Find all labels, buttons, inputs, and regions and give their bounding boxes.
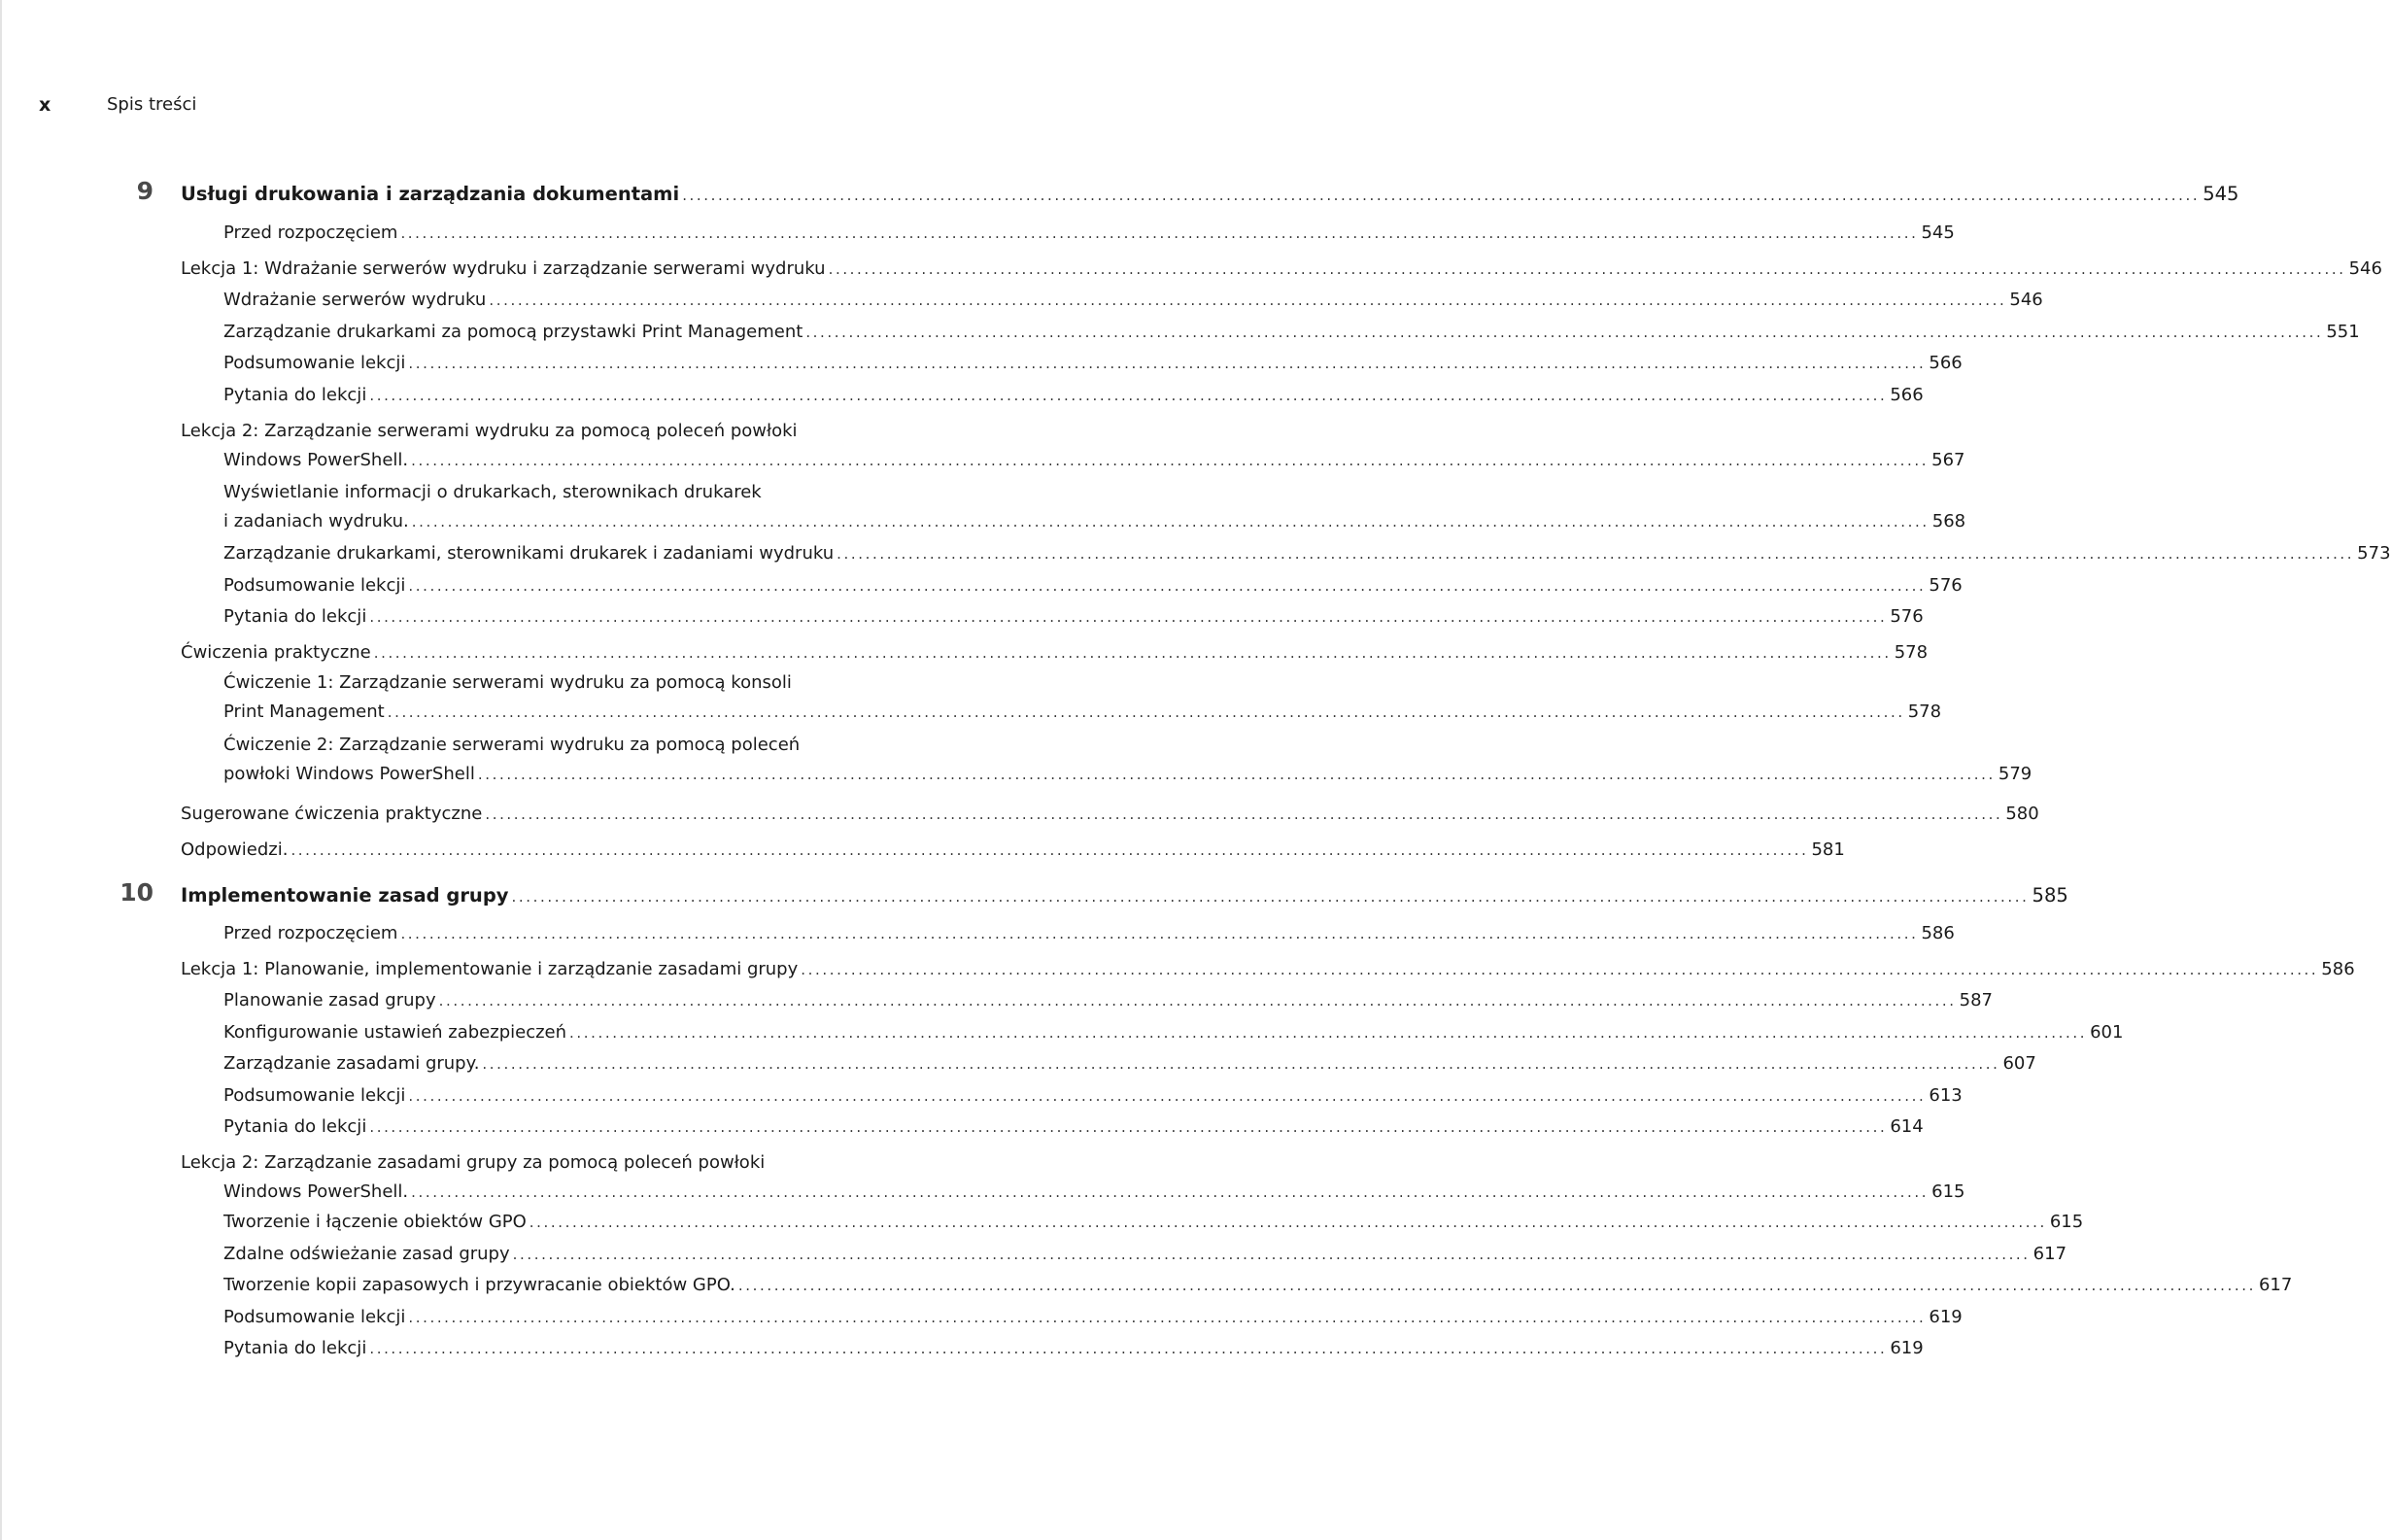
entry-title: Przed rozpoczęciem — [223, 923, 398, 943]
entry-title-line1: Lekcja 2: Zarządzanie zasadami grupy za pomocą poleceń powłoki — [181, 1152, 766, 1173]
chapter-number: 9 — [136, 177, 154, 205]
entry-title: i zadaniach wydruku. — [223, 511, 409, 531]
entry-title: Tworzenie kopii zapasowych i przywracanie obiektów GPO. — [223, 1275, 735, 1295]
entry-title: Wdrażanie serwerów wydruku — [223, 290, 487, 310]
dot-leader: .................................................................................................................................................................................................................... — [369, 387, 1888, 404]
entry-title: Zarządzanie drukarkami, sterownikami drukarek i zadaniami wydruku — [223, 543, 835, 564]
page-number: 586 — [2321, 959, 2355, 979]
entry-title: Podsumowanie lekcji — [223, 575, 406, 596]
toc-entry[interactable] — [223, 668, 1942, 727]
toc-entry[interactable] — [223, 349, 1963, 378]
toc-entry[interactable] — [223, 1081, 1963, 1111]
toc-entry[interactable] — [223, 1334, 1924, 1363]
dot-leader: .................................................................................................................................................................................................................... — [805, 324, 2324, 341]
page-number: 585 — [2032, 884, 2068, 907]
toc-entry[interactable] — [223, 318, 2360, 347]
toc-entry[interactable] — [223, 1112, 1924, 1142]
dot-leader: .................................................................................................................................................................................................................... — [408, 1087, 1927, 1105]
page-number: 607 — [2002, 1053, 2036, 1074]
page-number: 579 — [1998, 764, 2032, 784]
dot-leader: .................................................................................................................................................................................................................... — [411, 1183, 1930, 1201]
page-edge-line — [0, 0, 2, 1540]
dot-leader: .................................................................................................................................................................................................................... — [400, 925, 1919, 942]
dot-leader: .................................................................................................................................................................................................................... — [489, 291, 2007, 309]
dot-leader: .................................................................................................................................................................................................................... — [400, 224, 1919, 242]
dot-leader: .................................................................................................................................................................................................................... — [837, 545, 2355, 563]
dot-leader: .................................................................................................................................................................................................................... — [828, 260, 2346, 278]
entry-title: Zarządzanie zasadami grupy. — [223, 1053, 480, 1074]
page-number: 568 — [1931, 511, 1966, 531]
toc-entry[interactable] — [223, 1303, 1963, 1332]
entry-title: Zarządzanie drukarkami za pomocą przystawki Print Management — [223, 322, 803, 342]
dot-leader: .................................................................................................................................................................................................................... — [369, 1118, 1888, 1136]
toc-entry[interactable] — [181, 1148, 1965, 1207]
toc-entry[interactable] — [223, 1240, 2067, 1269]
page-number: 566 — [1929, 353, 1963, 373]
toc-entry[interactable] — [223, 571, 1963, 600]
dot-leader: .................................................................................................................................................................................................................... — [408, 1309, 1927, 1326]
page-number: 619 — [1890, 1338, 1924, 1358]
entry-title: Pytania do lekcji — [223, 606, 367, 627]
toc-entry[interactable] — [223, 1208, 2084, 1237]
toc-entry[interactable] — [223, 919, 1955, 948]
page-number: 578 — [1907, 702, 1942, 722]
entry-title: Przed rozpoczęciem — [223, 222, 398, 243]
page-number: 613 — [1929, 1085, 1963, 1106]
toc-entry[interactable] — [223, 1018, 2124, 1047]
entry-title: Podsumowanie lekcji — [223, 1307, 406, 1327]
entry-title: Pytania do lekcji — [223, 1338, 367, 1358]
toc-entry[interactable] — [181, 255, 2382, 284]
dot-leader: .................................................................................................................................................................................................................... — [290, 841, 1809, 859]
toc-entry[interactable] — [181, 638, 1929, 667]
dot-leader: .................................................................................................................................................................................................................... — [411, 452, 1930, 469]
entry-title: Planowanie zasad grupy — [223, 990, 436, 1010]
entry-title-line1: Wyświetlanie informacji o drukarkach, sterownikach drukarek — [223, 482, 762, 502]
page-number: 614 — [1890, 1116, 1924, 1137]
entry-title: Odpowiedzi. — [181, 839, 289, 860]
entry-title: Sugerowane ćwiczenia praktyczne — [181, 804, 483, 824]
dot-leader: .................................................................................................................................................................................................................... — [529, 1214, 2047, 1231]
toc-entry[interactable] — [223, 1049, 2036, 1078]
running-header-title: Spis treści — [107, 94, 197, 115]
dot-leader: .................................................................................................................................................................................................................... — [438, 992, 1957, 1010]
entry-title: powłoki Windows PowerShell — [223, 764, 475, 784]
page-number: 587 — [1959, 990, 1994, 1010]
entry-title: Print Management — [223, 702, 385, 722]
dot-leader: .................................................................................................................................................................................................................... — [485, 805, 2003, 823]
entry-title: Pytania do lekcji — [223, 385, 367, 405]
dot-leader: .................................................................................................................................................................................................................... — [369, 1340, 1888, 1357]
page-number: 581 — [1811, 839, 1845, 860]
dot-leader: .................................................................................................................................................................................................................... — [408, 355, 1927, 372]
page-number: 576 — [1929, 575, 1963, 596]
dot-leader: .................................................................................................................................................................................................................... — [477, 766, 1996, 783]
page-number: 619 — [1929, 1307, 1963, 1327]
dot-leader: .................................................................................................................................................................................................................... — [373, 644, 1892, 662]
dot-leader: .................................................................................................................................................................................................................... — [737, 1277, 2256, 1294]
entry-title: Podsumowanie lekcji — [223, 353, 406, 373]
entry-title: Podsumowanie lekcji — [223, 1085, 406, 1106]
toc-entry[interactable] — [223, 731, 2032, 789]
dot-leader: .................................................................................................................................................................................................................... — [682, 187, 2201, 204]
page-number: 546 — [2009, 290, 2043, 310]
chapter-title: Usługi drukowania i zarządzania dokumentami — [181, 183, 680, 205]
entry-title: Lekcja 1: Wdrażanie serwerów wydruku i zarządzanie serwerami wydruku — [181, 258, 826, 279]
page-number: 573 — [2357, 543, 2391, 564]
entry-title: Windows PowerShell. — [223, 1181, 409, 1202]
dot-leader: .................................................................................................................................................................................................................... — [801, 961, 2319, 978]
dot-leader: .................................................................................................................................................................................................................... — [482, 1055, 2000, 1073]
page-number: 601 — [2090, 1022, 2124, 1043]
entry-title: Konfigurowanie ustawień zabezpieczeń — [223, 1022, 567, 1043]
entry-title-line1: Lekcja 2: Zarządzanie serwerami wydruku za pomocą poleceń powłoki — [181, 421, 798, 441]
page-number: 567 — [1931, 450, 1965, 470]
toc-entry[interactable] — [181, 800, 2039, 829]
chapter-title: Implementowanie zasad grupy — [181, 884, 509, 907]
page-number: 545 — [1921, 222, 1955, 243]
dot-leader: .................................................................................................................................................................................................................... — [369, 608, 1888, 626]
page-number: 576 — [1890, 606, 1924, 627]
toc-entry[interactable] — [223, 286, 2043, 315]
entry-title: Windows PowerShell. — [223, 450, 409, 470]
entry-title: Pytania do lekcji — [223, 1116, 367, 1137]
page-number: 566 — [1890, 385, 1924, 405]
toc-entry[interactable] — [223, 602, 1924, 632]
chapter-title-entry[interactable] — [181, 881, 2068, 911]
chapter-title-entry[interactable] — [181, 180, 2239, 210]
page-number: 546 — [2348, 258, 2382, 279]
page-number: 545 — [2203, 183, 2239, 205]
toc-entry[interactable] — [181, 417, 1965, 475]
toc-entry[interactable] — [181, 955, 2355, 984]
dot-leader: .................................................................................................................................................................................................................... — [411, 513, 1930, 530]
toc-entry[interactable] — [223, 986, 1994, 1015]
page-number: 617 — [2258, 1275, 2293, 1295]
page-number: 617 — [2032, 1244, 2067, 1264]
toc-entry[interactable] — [223, 1271, 2293, 1300]
toc-entry[interactable] — [223, 478, 1966, 536]
entry-title: Lekcja 1: Planowanie, implementowanie i zarządzanie zasadami grupy — [181, 959, 799, 979]
dot-leader: .................................................................................................................................................................................................................... — [511, 888, 2030, 906]
entry-title: Tworzenie i łączenie obiektów GPO — [223, 1212, 527, 1232]
dot-leader: .................................................................................................................................................................................................................... — [512, 1246, 2031, 1263]
dot-leader: .................................................................................................................................................................................................................... — [408, 577, 1927, 595]
dot-leader: .................................................................................................................................................................................................................... — [387, 703, 1905, 721]
entry-title: Ćwiczenia praktyczne — [181, 642, 371, 663]
page-number: 586 — [1921, 923, 1955, 943]
chapter-number: 10 — [120, 878, 154, 907]
toc-entry[interactable] — [223, 539, 2391, 568]
page-number: 580 — [2005, 804, 2039, 824]
page-number-label: x — [39, 94, 51, 116]
entry-title-line1: Ćwiczenie 1: Zarządzanie serwerami wydruku za pomocą konsoli — [223, 672, 792, 693]
page-number: 615 — [2049, 1212, 2084, 1232]
page-number: 615 — [1931, 1181, 1965, 1202]
page-number: 578 — [1894, 642, 1929, 663]
toc-entry[interactable] — [223, 381, 1924, 410]
page-number: 551 — [2326, 322, 2360, 342]
entry-title: Zdalne odświeżanie zasad grupy — [223, 1244, 510, 1264]
toc-entry[interactable] — [181, 836, 1845, 865]
entry-title-line1: Ćwiczenie 2: Zarządzanie serwerami wydruku za pomocą poleceń — [223, 735, 801, 755]
toc-entry[interactable] — [223, 219, 1955, 248]
dot-leader: .................................................................................................................................................................................................................... — [569, 1024, 2088, 1042]
